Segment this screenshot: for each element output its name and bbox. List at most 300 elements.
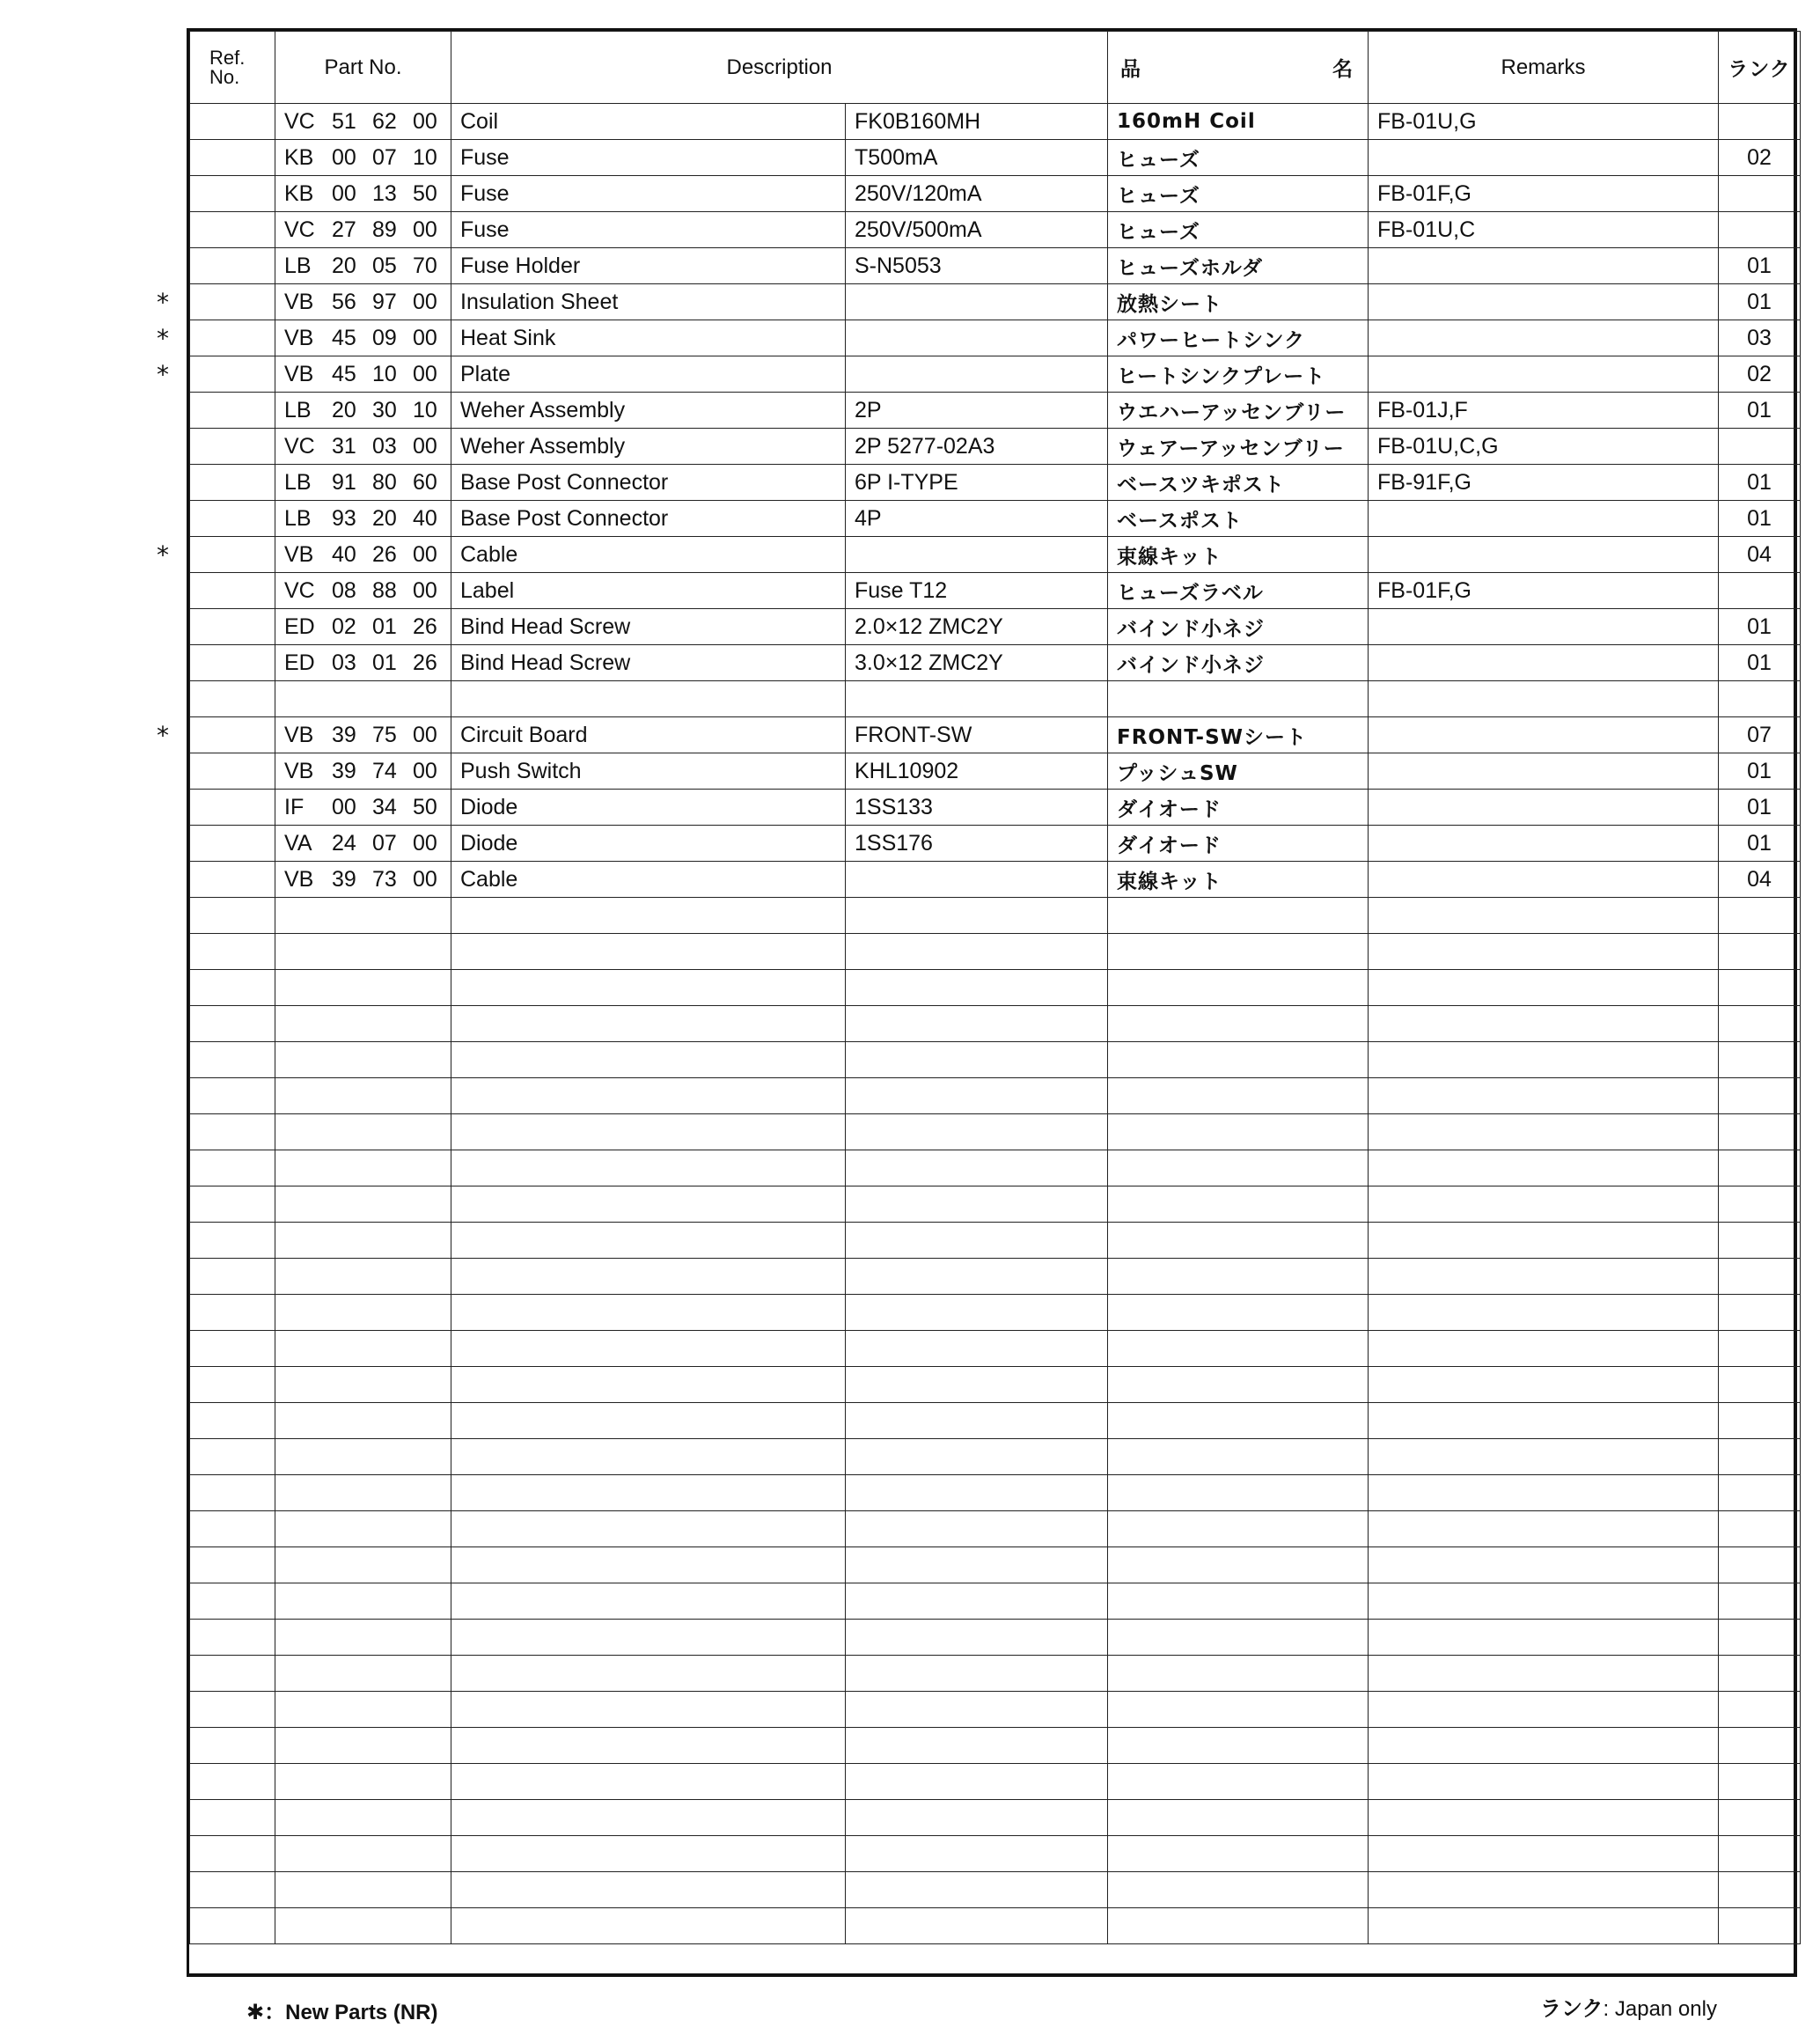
description-cell: Weher Assembly [451,429,846,465]
part-no-segment: VB [284,758,314,783]
part-no-segment: 00 [332,144,356,170]
part-no-segment: 97 [372,289,397,314]
part-no-cell [275,393,451,429]
part-no-segment: 74 [372,758,397,783]
part-no-segment: LB [284,469,312,495]
empty-cell [190,1836,275,1872]
empty-cell [1719,1078,1801,1114]
empty-cell [1719,1150,1801,1186]
part-no-segment: 00 [413,722,437,747]
table-row [190,1547,1801,1583]
table-row [190,104,1801,140]
remarks-cell [1369,681,1719,717]
empty-cell [1369,1692,1719,1728]
empty-cell [1719,1511,1801,1547]
empty-cell [846,1403,1108,1439]
empty-cell [846,1728,1108,1764]
remarks-cell: FB-91F,G [1369,465,1719,501]
empty-cell [190,898,275,934]
empty-cell [846,1259,1108,1295]
hinmei-cell: バインド小ネジ [1108,609,1369,645]
hinmei-cell: ヒューズ [1108,212,1369,248]
empty-cell [1369,1223,1719,1259]
spec-cell [846,356,1108,393]
empty-cell [451,1078,846,1114]
parts-table [189,31,1801,1944]
empty-cell [846,1439,1108,1475]
table-row [190,1186,1801,1223]
empty-cell [275,1223,451,1259]
table-row [190,573,1801,609]
table-row [190,1728,1801,1764]
empty-cell [846,1656,1108,1692]
part-no-segment: 50 [413,180,437,206]
table-row [190,537,1801,573]
empty-cell [1108,1583,1369,1620]
empty-cell [190,1006,275,1042]
remarks-cell [1369,501,1719,537]
empty-cell [451,1728,846,1764]
empty-cell [190,1439,275,1475]
spec-cell [846,681,1108,717]
remarks-cell: FB-01F,G [1369,573,1719,609]
remarks-cell [1369,284,1719,320]
part-no-cell [275,429,451,465]
ref-no-cell [190,465,275,501]
part-no-segment: 20 [332,397,356,422]
part-no-cell [275,248,451,284]
rank-cell: 01 [1719,465,1801,501]
part-no-segment: 20 [372,505,397,531]
empty-cell [275,1728,451,1764]
empty-cell [1719,1764,1801,1800]
remarks-cell [1369,140,1719,176]
empty-cell [1108,1511,1369,1547]
part-no-segment: 70 [413,253,437,278]
part-no-segment: 51 [332,108,356,134]
table-row [190,429,1801,465]
description-cell: Bind Head Screw [451,609,846,645]
table-row [190,1042,1801,1078]
part-no-segment: VC [284,108,315,134]
description-cell: Diode [451,790,846,826]
part-no-segment: 30 [372,397,397,422]
empty-cell [1719,1223,1801,1259]
empty-cell [1108,1475,1369,1511]
empty-cell [190,1223,275,1259]
part-no-segment: 39 [332,758,356,783]
remarks-cell [1369,356,1719,393]
table-row [190,1403,1801,1439]
table-row [190,1078,1801,1114]
part-no-segment: 10 [413,397,437,422]
empty-cell [846,1114,1108,1150]
empty-cell [1719,1583,1801,1620]
empty-cell [1108,934,1369,970]
empty-cell [846,1547,1108,1583]
rank-cell: 02 [1719,356,1801,393]
ref-no-cell [190,248,275,284]
header-remarks: Remarks [1369,32,1719,104]
empty-cell [1369,1728,1719,1764]
hinmei-cell: 160mH Coil [1108,104,1369,140]
spec-cell: FRONT-SW [846,717,1108,753]
empty-cell [1108,1439,1369,1475]
empty-cell [190,1511,275,1547]
remarks-cell [1369,790,1719,826]
empty-cell [1108,1186,1369,1223]
empty-cell [1369,1656,1719,1692]
part-no-segment: 09 [372,325,397,350]
part-no-segment: 08 [332,577,356,603]
rank-cell: 01 [1719,248,1801,284]
table-row [190,1656,1801,1692]
empty-cell [275,970,451,1006]
empty-cell [1719,1692,1801,1728]
empty-cell [275,1764,451,1800]
description-cell: Cable [451,537,846,573]
part-no-segment: 40 [413,505,437,531]
remarks-cell [1369,826,1719,862]
parts-list-sheet [187,28,1797,1977]
empty-cell [275,1439,451,1475]
empty-cell [190,1295,275,1331]
part-no-segment: KB [284,180,314,206]
table-row [190,934,1801,970]
part-no-segment: 02 [332,613,356,639]
remarks-cell: FB-01U,C,G [1369,429,1719,465]
rank-cell: 04 [1719,862,1801,898]
empty-cell [190,1800,275,1836]
hinmei-cell: バインド小ネジ [1108,645,1369,681]
empty-cell [846,1295,1108,1331]
part-no-segment: 03 [332,650,356,675]
empty-cell [1719,1439,1801,1475]
description-cell: Weher Assembly [451,393,846,429]
part-no-segment: 39 [332,722,356,747]
new-part-mark: * [157,287,169,317]
empty-cell [846,1006,1108,1042]
empty-cell [1369,934,1719,970]
part-no-cell [275,573,451,609]
empty-cell [1108,1764,1369,1800]
empty-cell [275,934,451,970]
empty-cell [1719,1367,1801,1403]
empty-cell [1719,1728,1801,1764]
empty-cell [1108,1259,1369,1295]
ref-no-cell [190,429,275,465]
spec-cell: S-N5053 [846,248,1108,284]
part-no-segment: 13 [372,180,397,206]
empty-cell [846,970,1108,1006]
header-ref-no: Ref. No. [190,32,275,104]
empty-cell [275,1511,451,1547]
table-row [190,645,1801,681]
part-no-segment: VB [284,722,314,747]
ref-no-cell [190,284,275,320]
empty-cell [451,1908,846,1944]
empty-cell [190,1692,275,1728]
empty-cell [190,1620,275,1656]
empty-cell [451,1331,846,1367]
description-cell: Fuse [451,212,846,248]
part-no-cell [275,681,451,717]
part-no-segment: 01 [372,613,397,639]
empty-cell [846,898,1108,934]
table-row [190,826,1801,862]
part-no-segment: 31 [332,433,356,459]
spec-cell: 1SS133 [846,790,1108,826]
empty-cell [1108,1078,1369,1114]
table-row [190,970,1801,1006]
part-no-segment: VB [284,325,314,350]
table-row [190,140,1801,176]
part-no-segment: 91 [332,469,356,495]
empty-cell [451,1403,846,1439]
empty-cell [846,1908,1108,1944]
rank-cell: 04 [1719,537,1801,573]
empty-cell [1369,1078,1719,1114]
table-row [190,176,1801,212]
part-no-segment: VC [284,577,315,603]
new-part-mark: * [157,540,169,569]
empty-cell [1719,1403,1801,1439]
empty-cell [275,1583,451,1620]
spec-cell: 6P I-TYPE [846,465,1108,501]
empty-cell [275,1836,451,1872]
empty-cell [190,1042,275,1078]
empty-cell [275,1692,451,1728]
empty-cell [846,1800,1108,1836]
hinmei-cell: ダイオード [1108,826,1369,862]
empty-cell [1369,1800,1719,1836]
ref-no-cell [190,862,275,898]
table-row [190,465,1801,501]
empty-cell [275,1295,451,1331]
empty-cell [1719,1908,1801,1944]
remarks-cell: FB-01U,G [1369,104,1719,140]
empty-cell [451,1150,846,1186]
description-cell: Push Switch [451,753,846,790]
description-cell: Coil [451,104,846,140]
part-no-segment: 45 [332,361,356,386]
empty-cell [1719,1656,1801,1692]
spec-cell: 2P [846,393,1108,429]
empty-cell [1719,1331,1801,1367]
part-no-segment: 00 [413,108,437,134]
empty-cell [275,1908,451,1944]
part-no-segment: VC [284,433,315,459]
part-no-cell [275,826,451,862]
spec-cell: FK0B160MH [846,104,1108,140]
empty-cell [190,1367,275,1403]
spec-cell: 2P 5277-02A3 [846,429,1108,465]
ref-no-cell [190,104,275,140]
part-no-cell [275,284,451,320]
part-no-segment: 80 [372,469,397,495]
spec-cell: 250V/120mA [846,176,1108,212]
empty-cell [1369,1186,1719,1223]
empty-cell [1369,970,1719,1006]
empty-cell [190,1583,275,1620]
rank-cell [1719,429,1801,465]
empty-cell [1369,1403,1719,1439]
ref-no-cell [190,176,275,212]
empty-cell [451,1295,846,1331]
empty-cell [190,1259,275,1295]
table-row [190,1295,1801,1331]
empty-cell [190,1331,275,1367]
empty-cell [451,1656,846,1692]
spec-cell [846,284,1108,320]
empty-cell [451,1800,846,1836]
empty-cell [1369,1547,1719,1583]
part-no-segment: 93 [332,505,356,531]
remarks-cell [1369,645,1719,681]
empty-cell [451,1475,846,1511]
table-row [190,753,1801,790]
table-row [190,1259,1801,1295]
ref-no-cell [190,356,275,393]
empty-cell [190,1728,275,1764]
part-no-segment: ED [284,650,315,675]
empty-cell [275,1078,451,1114]
part-no-cell [275,753,451,790]
part-no-segment: 00 [413,217,437,242]
table-row [190,717,1801,753]
empty-cell [1108,1547,1369,1583]
empty-cell [1108,1620,1369,1656]
hinmei-cell: ヒューズ [1108,140,1369,176]
empty-cell [1108,1908,1369,1944]
empty-cell [1108,1331,1369,1367]
rank-cell: 01 [1719,826,1801,862]
empty-cell [1719,1547,1801,1583]
empty-cell [846,1186,1108,1223]
part-no-segment: 26 [413,650,437,675]
table-row [190,212,1801,248]
description-cell: Base Post Connector [451,501,846,537]
empty-cell [275,1331,451,1367]
description-cell: Plate [451,356,846,393]
part-no-segment: IF [284,794,305,819]
remarks-cell [1369,753,1719,790]
table-row [190,1692,1801,1728]
part-no-segment: 00 [413,830,437,856]
empty-cell [275,1006,451,1042]
part-no-segment: 62 [372,108,397,134]
empty-cell [190,970,275,1006]
ref-no-cell [190,790,275,826]
remarks-cell [1369,609,1719,645]
table-row [190,1367,1801,1403]
empty-cell [846,1836,1108,1872]
part-no-cell [275,862,451,898]
empty-cell [190,1908,275,1944]
header-hinmei-2: 名 [1332,58,1354,81]
table-row [190,1764,1801,1800]
spec-cell: 3.0×12 ZMC2Y [846,645,1108,681]
part-no-segment: VB [284,541,314,567]
description-cell: Bind Head Screw [451,645,846,681]
part-no-segment: 24 [332,830,356,856]
empty-cell [451,1367,846,1403]
table-row [190,1475,1801,1511]
empty-cell [1369,1295,1719,1331]
empty-cell [451,1692,846,1728]
ref-no-cell [190,681,275,717]
part-no-cell [275,320,451,356]
table-row [190,356,1801,393]
empty-cell [1108,1800,1369,1836]
empty-cell [1369,1872,1719,1908]
ref-no-cell [190,501,275,537]
empty-cell [275,1150,451,1186]
table-row [190,1006,1801,1042]
table-row [190,1511,1801,1547]
empty-cell [451,898,846,934]
part-no-cell [275,790,451,826]
part-no-cell [275,104,451,140]
empty-cell [846,1872,1108,1908]
table-row [190,1583,1801,1620]
part-no-segment: 60 [413,469,437,495]
part-no-cell [275,356,451,393]
empty-cell [846,1692,1108,1728]
part-no-segment: 26 [372,541,397,567]
part-no-segment: LB [284,505,312,531]
empty-cell [1369,1908,1719,1944]
empty-cell [1108,1836,1369,1872]
part-no-segment: 73 [372,866,397,892]
ref-no-cell [190,320,275,356]
part-no-segment: 89 [372,217,397,242]
table-row [190,1908,1801,1944]
rank-cell [1719,104,1801,140]
empty-cell [275,1475,451,1511]
empty-cell [275,1042,451,1078]
ref-no-cell [190,609,275,645]
spec-cell [846,320,1108,356]
header-hinmei-1: 品 [1120,58,1142,81]
empty-cell [190,1764,275,1800]
part-no-segment: 27 [332,217,356,242]
spec-cell [846,862,1108,898]
hinmei-cell: ヒューズ [1108,176,1369,212]
spec-cell [846,537,1108,573]
remarks-cell: FB-01U,C [1369,212,1719,248]
empty-cell [1369,1006,1719,1042]
empty-cell [1108,970,1369,1006]
part-no-segment: 00 [332,794,356,819]
empty-cell [190,1114,275,1150]
empty-cell [190,1547,275,1583]
empty-cell [1719,1259,1801,1295]
ref-no-cell [190,573,275,609]
remarks-cell: FB-01J,F [1369,393,1719,429]
empty-cell [451,1186,846,1223]
empty-cell [1719,1042,1801,1078]
hinmei-cell: 束線キット [1108,537,1369,573]
empty-cell [1719,1620,1801,1656]
part-no-cell [275,609,451,645]
empty-cell [451,1836,846,1872]
description-cell: Base Post Connector [451,465,846,501]
empty-cell [1369,1439,1719,1475]
empty-cell [1108,1006,1369,1042]
empty-cell [275,1800,451,1836]
empty-cell [846,1475,1108,1511]
